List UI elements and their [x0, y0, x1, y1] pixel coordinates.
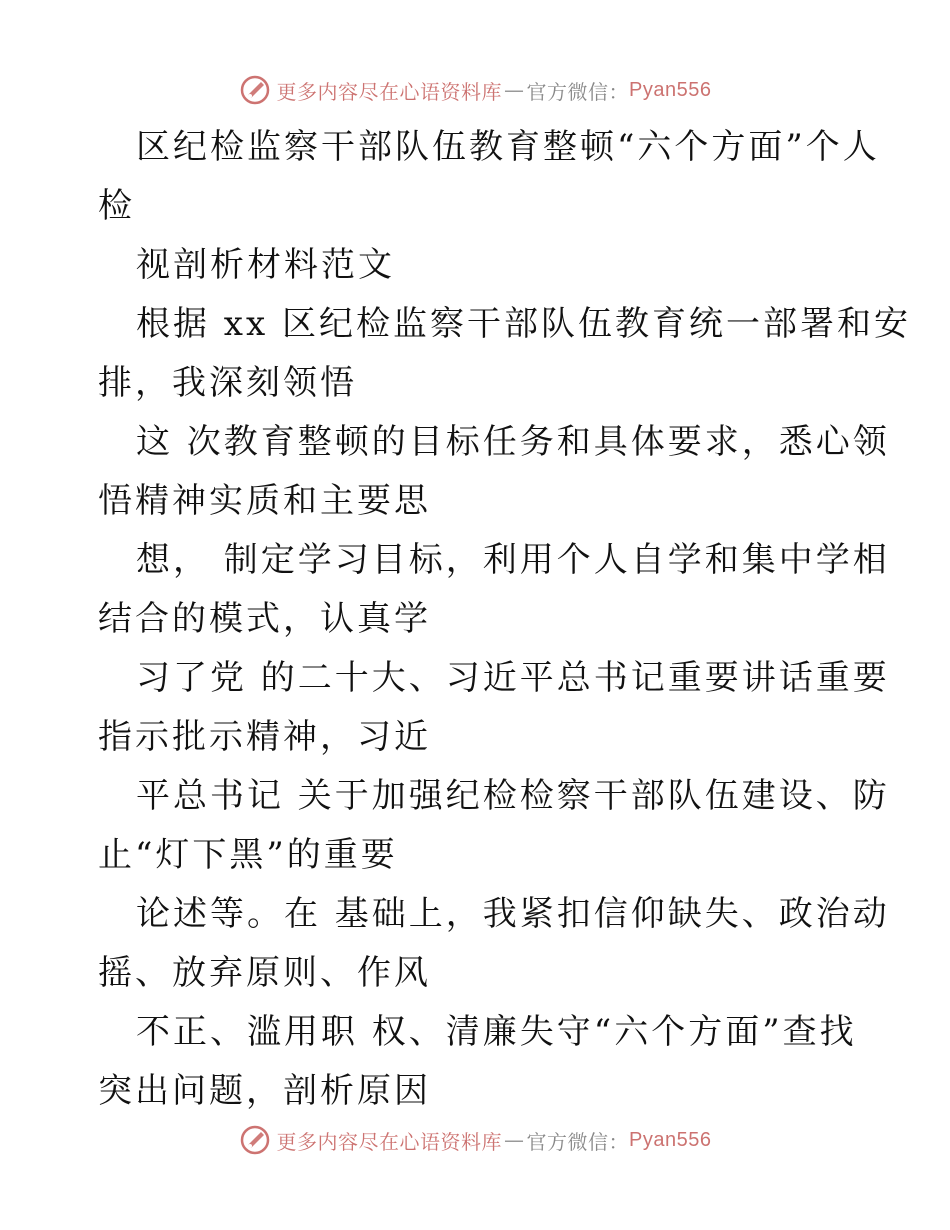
paragraph-line: 排，我深刻领悟 — [98, 363, 357, 403]
brand-logo-icon — [239, 74, 271, 106]
paragraph-line: 摇、放弃原则、作风 — [98, 953, 431, 993]
watermark-brand: 更多内容尽在心语资料库 — [276, 79, 503, 104]
watermark-separator: — — [504, 1128, 525, 1152]
paragraph-line: 突出问题，剖析原因 — [98, 1071, 431, 1111]
title-line-1: 区纪检监察干部队伍教育整顿“六个方面”个人 — [136, 127, 880, 167]
watermark-wechat-id: Pyan556 — [629, 1128, 712, 1151]
watermark-wechat-id: Pyan556 — [629, 78, 712, 101]
document-body — [98, 118, 911, 1121]
footer-watermark — [0, 1120, 950, 1160]
paragraph-line: 习了党 的二十大、习近平总书记重要讲话重要 — [136, 658, 890, 698]
watermark-official: 官方微信： — [526, 79, 630, 104]
title-line-3: 视剖析材料范文 — [136, 245, 395, 285]
paragraph-line: 止“灯下黑”的重要 — [98, 835, 398, 875]
paragraph-line: 根据 xx 区纪检监察干部队伍教育统一部署和安 — [136, 304, 911, 344]
title-line-2: 检 — [98, 186, 135, 226]
paragraph-line: 结合的模式，认真学 — [98, 599, 431, 639]
paragraph-line: 不正、滥用职 权、清廉失守“六个方面”查找 — [136, 1012, 857, 1052]
paragraph-line: 想， 制定学习目标，利用个人自学和集中学相 — [136, 540, 890, 580]
paragraph-line: 指示批示精神，习近 — [98, 717, 431, 757]
watermark-separator: — — [504, 78, 525, 102]
watermark-brand: 更多内容尽在心语资料库 — [276, 1129, 503, 1154]
header-watermark — [0, 70, 950, 110]
paragraph-line: 平总书记 关于加强纪检检察干部队伍建设、防 — [136, 776, 890, 816]
paragraph-line: 悟精神实质和主要思 — [98, 481, 431, 521]
paragraph-line: 这 次教育整顿的目标任务和具体要求，悉心领 — [136, 422, 890, 462]
paragraph-line: 论述等。在 基础上，我紧扣信仰缺失、政治动 — [136, 894, 890, 934]
brand-logo-icon — [239, 1124, 271, 1156]
watermark-official: 官方微信： — [526, 1129, 630, 1154]
